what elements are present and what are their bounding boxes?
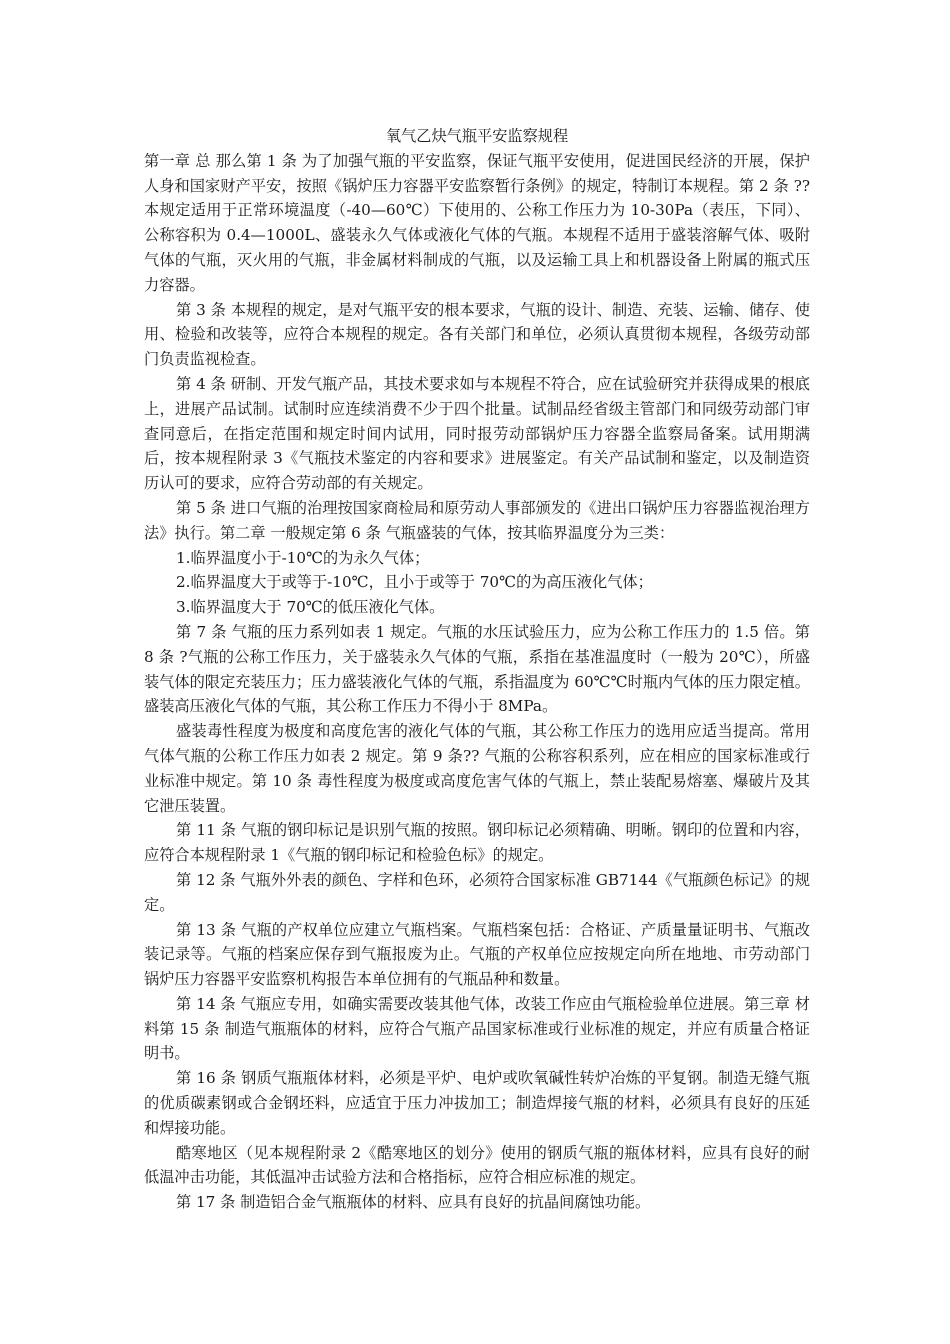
paragraph: 2.临界温度大于或等于-10℃，且小于或等于 70℃的为高压液化气体；: [176, 573, 653, 592]
paragraph: 第 4 条 研制、开发气瓶产品，其技术要求如与本规程不符合，应在试验研究并获得成果的根底上，进展产品试制。试制时应连续消费不少于四个批量。试制品经省级主管部门和同级劳动部门审查同意后，在指定范围和规定时间内试用，同时报劳动部锅炉压力容器全监察局备案。试用期满后，按本规程附录 3《气瓶技术鉴定的内容和要求》进展鉴定。有关产品试制和鉴定，以及制造资历认可的要求，应符合劳动部的有关规定。: [144, 374, 810, 493]
paragraph: 第 16 条 钢质气瓶瓶体材料，必须是平炉、电炉或吹氧碱性转炉冶炼的平复钢。制造无缝气瓶的优质碳素钢或合金钢坯料，应适宜于压力冲拔加工；制造焊接气瓶的材料，必须具有良好的压延和焊接功能。: [144, 1069, 810, 1137]
document-page: [144, 124, 810, 1215]
paragraph: 第 11 条 气瓶的钢印标记是识别气瓶的按照。钢印标记必须精确、明晰。钢印的位置和内容，应符合本规程附录 1《气瓶的钢印标记和检验色标》的规定。: [144, 821, 810, 865]
paragraph: 第一章 总 那么第 1 条 为了加强气瓶的平安监察，保证气瓶平安使用，促进国民经济的开展，保护人身和国家财产平安，按照《锅炉压力容器平安监察暂行条例》的规定，特制订本规程。第 2 条 ??本规定适用于正常环境温度（-40—60℃）下使用的、公称工作压力为 10-30Pa（表压，下同）、公称容积为 0.4—1000L、盛装永久气体或液化气体的气瓶。本规程不适用于盛装溶解气体、吸附气体的气瓶，灭火用的气瓶，非金属材料制成的气瓶，以及运输工具上和机器设备上附属的瓶式压力容器。: [144, 151, 810, 294]
paragraph: 第 7 条 气瓶的压力系列如表 1 规定。气瓶的水压试验压力，应为公称工作压力的 1.5 倍。第 8 条 ?气瓶的公称工作压力，关于盛装永久气体的气瓶，系指在基准温度时（一般为 20℃），所盛装气体的限定充装压力；压力盛装液化气体的气瓶，系指温度为 60℃℃时瓶内气体的压力限定植。盛装高压液化气体的气瓶，其公称工作压力不得小于 8MPa。: [144, 622, 810, 716]
paragraph: 1.临界温度小于-10℃的为永久气体；: [176, 548, 430, 567]
document-title: 氧气乙炔气瓶平安监察规程: [385, 127, 569, 145]
paragraph: 第 17 条 制造铝合金气瓶瓶体的材料、应具有良好的抗晶间腐蚀功能。: [176, 1193, 651, 1212]
paragraph: 第 14 条 气瓶应专用，如确实需要改装其他气体，改装工作应由气瓶检验单位进展。第三章 材 料第 15 条 制造气瓶瓶体的材料，应符合气瓶产品国家标准或行业标准的规定，并应有质量合格证明书。: [144, 994, 810, 1063]
paragraph: 第 5 条 进口气瓶的治理按国家商检局和原劳动人事部颁发的《进出口锅炉压力容器监视治理方法》执行。第二章 一般规定第 6 条 气瓶盛装的气体，按其临界温度分为三类：: [144, 498, 810, 542]
document-body: [144, 149, 810, 1215]
paragraph: 第 3 条 本规程的规定，是对气瓶平安的根本要求，气瓶的设计、制造、充装、运输、储存、使用、检验和改装等，应符合本规程的规定。各有关部门和单位，必须认真贯彻本规程，各级劳动部门负责监视检查。: [144, 300, 810, 369]
paragraph: 第 13 条 气瓶的产权单位应建立气瓶档案。气瓶档案包括：合格证、产质量量证明书、气瓶改装记录等。气瓶的档案应保存到气瓶报废为止。气瓶的产权单位应按规定向所在地地、市劳动部门锅炉压力容器平安监察机构报告本单位拥有的气瓶品种和数量。: [144, 920, 810, 989]
paragraph: 酷寒地区（见本规程附录 2《酷寒地区的划分》使用的钢质气瓶的瓶体材料，应具有良好的耐低温冲击功能，其低温冲击试验方法和合格指标，应符合相应标准的规定。: [144, 1143, 810, 1187]
paragraph: 盛装毒性程度为极度和高度危害的液化气体的气瓶，其公称工作压力的选用应适当提高。常用气体气瓶的公称工作压力如表 2 规定。第 9 条?? 气瓶的公称容积系列，应在相应的国家标准或行业标准中规定。第 10 条 毒性程度为极度或高度危害气体的气瓶上，禁止装配易熔塞、爆破片及其它泄压装置。: [144, 722, 810, 815]
paragraph: 第 12 条 气瓶外外表的颜色、字样和色环，必须符合国家标准 GB7144《气瓶颜色标记》的规定。: [144, 870, 810, 914]
paragraph: 3.临界温度大于 70℃的低压液化气体。: [176, 598, 445, 617]
